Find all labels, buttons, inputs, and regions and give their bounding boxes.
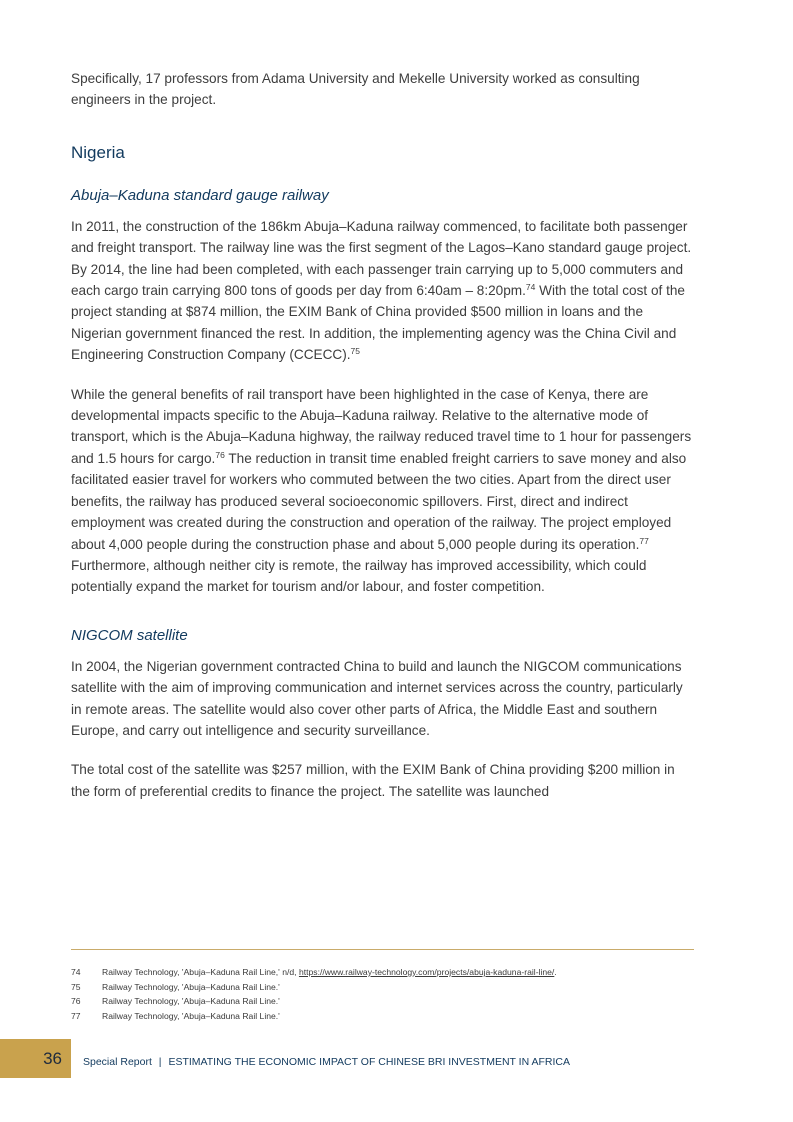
footnote-divider	[71, 949, 694, 950]
footnote-link[interactable]: https://www.railway-technology.com/projects/abuja-kaduna-rail-line/	[298, 967, 555, 977]
footnotes	[71, 965, 696, 1023]
railway-paragraph-1	[71, 216, 696, 366]
footnote-text: Railway Technology, 'Abuja–Kaduna Rail Line.'	[102, 1010, 280, 1021]
subheading-nigcom: NIGCOM satellite	[71, 626, 188, 644]
footnote-text: Railway Technology, 'Abuja–Kaduna Rail Line.'	[102, 981, 280, 992]
footnote-76	[71, 994, 696, 1009]
footnote-ref-75[interactable]: 75	[350, 346, 361, 357]
footnote-text: Railway Technology, 'Abuja–Kaduna Rail Line,' n/d,	[102, 967, 299, 977]
intro-paragraph: Specifically, 17 professors from Adama University and Mekelle University worked as consulting engineers in the project.	[71, 71, 640, 108]
footnote-ref-76[interactable]: 76	[215, 449, 225, 460]
footnote-77	[71, 1009, 696, 1024]
railway-paragraph-2	[71, 384, 696, 598]
page-number: 36	[43, 1048, 62, 1068]
railway-p2-text-c: Furthermore, although neither city is remote, the railway has improved accessibility, which could potentially expand the market for tourism and/or labour, and foster competition.	[71, 557, 647, 595]
footnote-text: Railway Technology, 'Abuja–Kaduna Rail Line.'	[102, 996, 280, 1007]
page-body	[71, 68, 696, 802]
footer-separator: |	[158, 1056, 162, 1068]
subheading-railway: Abuja–Kaduna standard gauge railway	[71, 186, 329, 204]
footnote-number: 77	[71, 1010, 81, 1021]
nigcom-paragraph-2: The total cost of the satellite was $257 million, with the EXIM Bank of China providing $200 million in the form of preferential credits to finance the project. The satellite was launched	[71, 762, 675, 799]
footnote-number: 75	[71, 981, 81, 992]
footnote-ref-77[interactable]: 77	[639, 535, 649, 546]
footnote-number: 76	[71, 996, 81, 1007]
railway-p1-text-a: In 2011, the construction of the 186km Abuja–Kaduna railway commenced, to facilitate both passenger and freight transport. The railway line was the first segment of the Lagos–Kano standard gauge project. By 2014, the line had been completed, with each passenger train carrying up to 5,000 commuters and each cargo train carrying 800 tons of goods per day from 6:40am – 8:20pm.	[71, 218, 692, 299]
footnote-period: .	[554, 967, 557, 977]
footer-label: Special Report	[83, 1056, 152, 1068]
running-footer	[83, 1056, 570, 1068]
railway-p2-text-a: While the general benefits of rail transport have been highlighted in the case of Kenya, there are developmental impacts specific to the Abuja–Kaduna railway. Relative to the alternative mode of transport, which is the Abuja–Kaduna highway, the railway reduced travel time to 1 hour for passengers and 1.5 hours for cargo.	[71, 386, 692, 466]
railway-p2-text-b: The reduction in transit time enabled freight carriers to save money and also facilitated easier travel for workers who commuted between the two cities. Apart from the direct user benefits, the railway has produced several socioeconomic spillovers. First, direct and indirect employment was created during the construction and operation of the railway. The project employed about 4,000 people during the construction phase and about 5,000 people during its operation.	[71, 450, 687, 552]
footnote-ref-74[interactable]: 74	[525, 282, 536, 293]
footnote-74	[71, 965, 696, 980]
footer-title: ESTIMATING THE ECONOMIC IMPACT OF CHINESE BRI INVESTMENT IN AFRICA	[168, 1056, 571, 1068]
railway-p1-text-b: With the total cost of the project standing at $874 million, the EXIM Bank of China provided $500 million in loans and the Nigerian government financed the rest. In addition, the implementing agency was the China Civil and Engineering Construction Company (CCECC).	[71, 283, 685, 363]
footnote-number: 74	[71, 967, 81, 977]
page-number-box	[0, 1039, 71, 1078]
section-heading-nigeria: Nigeria	[71, 142, 125, 162]
footnote-75	[71, 980, 696, 995]
nigcom-paragraph-1: In 2004, the Nigerian government contracted China to build and launch the NIGCOM communications satellite with the aim of improving communication and internet services across the country, particularly in remote areas. The satellite would also cover other parts of Africa, the Middle East and southern Europe, and carry out intelligence and security surveillance.	[71, 658, 683, 738]
